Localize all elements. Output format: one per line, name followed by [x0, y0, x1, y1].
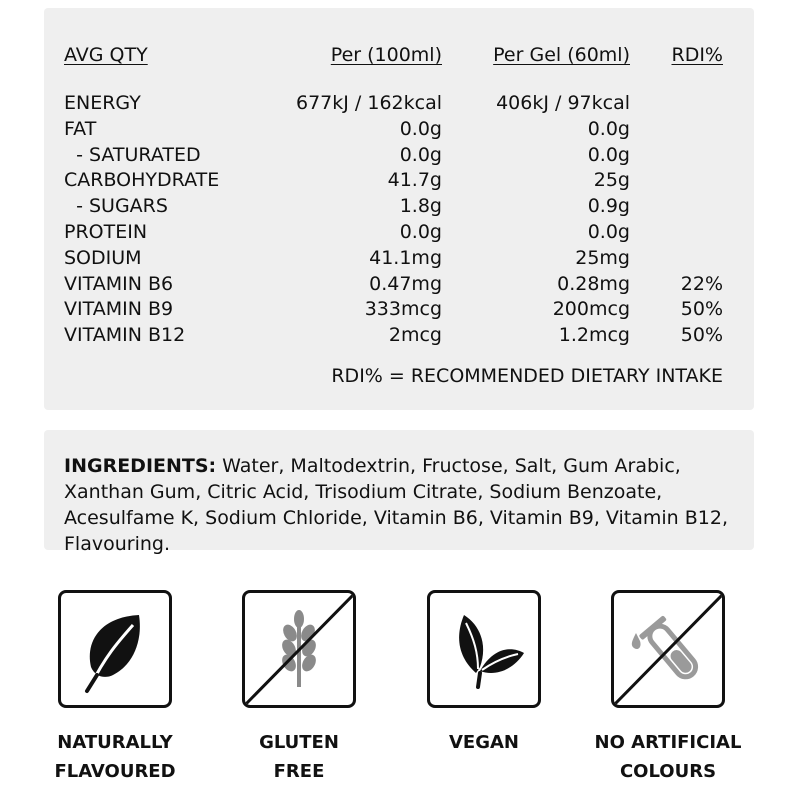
nutrition-row [44, 90, 754, 116]
nutrient-name: VITAMIN B6 [64, 272, 174, 295]
badge-label-line2: FLAVOURED [54, 761, 176, 782]
nutrient-name: - SATURATED [64, 143, 201, 166]
badge-label-line2: FREE [273, 761, 325, 782]
per-100ml-value: 0.0g [399, 143, 442, 166]
nutrition-table [44, 8, 754, 410]
leaf-icon [58, 590, 172, 708]
badge-label-line1: NATURALLY [57, 732, 173, 753]
badge-label [199, 728, 399, 786]
per-gel-value: 0.0g [587, 117, 630, 140]
badge-label-line1: GLUTEN [259, 732, 339, 753]
vegan-leaves-icon [427, 590, 541, 708]
per-gel-value: 0.0g [587, 221, 630, 243]
rdi-footnote: RDI% = RECOMMENDED DIETARY INTAKE [331, 365, 723, 387]
nutrition-row [44, 296, 754, 322]
ingredients-list: Water, Maltodextrin, Fructose, Salt, Gum Arabic, Xanthan Gum, Citric Acid, Trisodium Citrate, Sodium Benzoate, Acesulfame K, Sodium Chloride, Vitamin B6, Vitamin B9, Vitamin B12, Flavouring. [64, 455, 728, 555]
nutrient-name: VITAMIN B9 [64, 298, 174, 321]
header-rdi: RDI% [671, 44, 723, 66]
badge-label-line1: NO ARTIFICIAL [594, 732, 742, 753]
per-gel-value: 200mcg [552, 298, 630, 321]
per-gel-value: 0.0g [587, 143, 630, 166]
rdi-value: 50% [680, 298, 723, 321]
nutrition-row [44, 193, 754, 219]
per-100ml-value: 2mcg [388, 324, 442, 347]
badge-label [384, 728, 584, 757]
per-gel-value: 406kJ / 97kcal [496, 92, 630, 114]
rdi-value: 50% [680, 324, 723, 347]
nutrition-header-row [44, 42, 754, 68]
badge-label [568, 728, 768, 786]
nutrition-row [44, 271, 754, 297]
badge-label [15, 728, 215, 786]
nutrient-name: CARBOHYDRATE [64, 169, 220, 192]
nutrient-name: VITAMIN B12 [64, 324, 186, 347]
test-tube-crossed-icon [611, 590, 725, 708]
nutrition-row [44, 322, 754, 348]
per-100ml-value: 41.1mg [369, 246, 442, 269]
ingredients-label: INGREDIENTS: [64, 455, 217, 477]
nutrient-name: ENERGY [64, 92, 141, 114]
per-100ml-value: 0.0g [399, 221, 442, 243]
badge-label-line2: COLOURS [619, 761, 717, 782]
nutrient-name: - SUGARS [64, 195, 168, 218]
per-100ml-value: 41.7g [387, 169, 442, 192]
header-per-100ml: Per (100ml) [330, 44, 442, 66]
per-100ml-value: 1.8g [399, 195, 442, 218]
per-100ml-value: 0.47mg [369, 272, 442, 295]
nutrition-row [44, 142, 754, 168]
rdi-value: 22% [680, 272, 723, 295]
nutrition-row [44, 116, 754, 142]
per-gel-value: 0.28mg [557, 272, 630, 295]
nutrient-name: FAT [64, 117, 97, 140]
per-100ml-value: 333mcg [364, 298, 442, 321]
nutrient-name: SODIUM [64, 246, 142, 269]
per-gel-value: 1.2mcg [558, 324, 630, 347]
nutrition-row [44, 245, 754, 271]
badge-label-line1: VEGAN [449, 732, 519, 753]
per-gel-value: 25mg [575, 246, 630, 269]
per-gel-value: 0.9g [587, 195, 630, 218]
per-gel-value: 25g [593, 169, 630, 192]
wheat-crossed-icon [242, 590, 356, 708]
nutrition-row [44, 219, 754, 245]
nutrition-row [44, 167, 754, 193]
per-100ml-value: 677kJ / 162kcal [296, 92, 442, 114]
nutrient-name: PROTEIN [64, 221, 148, 243]
per-100ml-value: 0.0g [399, 117, 442, 140]
header-per-gel: Per Gel (60ml) [493, 44, 630, 66]
ingredients-panel [44, 430, 754, 555]
header-avg-qty: AVG QTY [64, 44, 148, 66]
ingredients-text [64, 453, 739, 557]
